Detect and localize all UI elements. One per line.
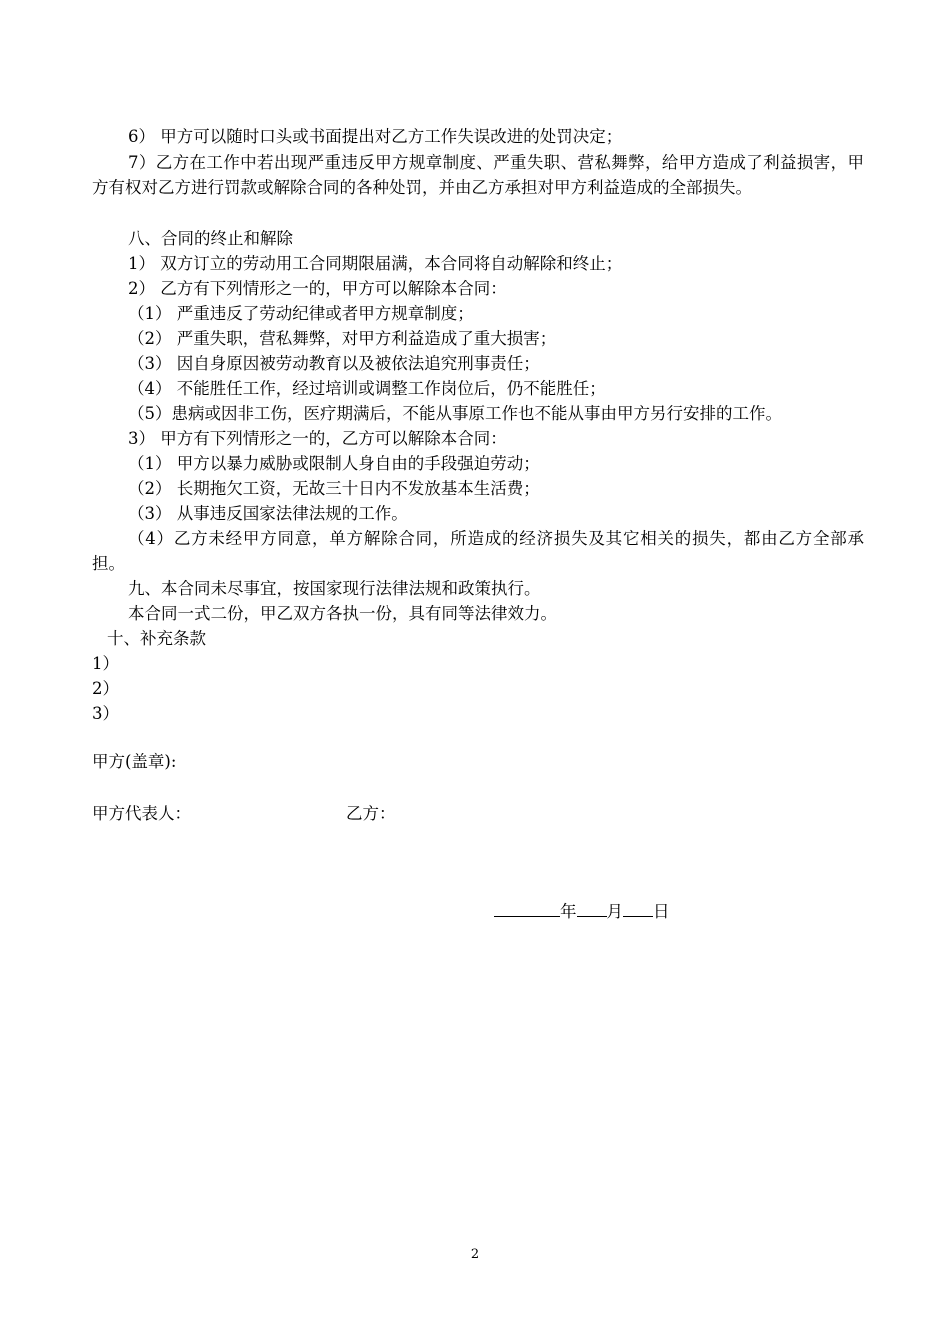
signing-date xyxy=(494,898,670,924)
clause-8-3-sub-3: （3） 从事违反国家法律法规的工作。 xyxy=(128,504,408,523)
clause-8-item-2: 2） 乙方有下列情形之一的，甲方可以解除本合同： xyxy=(128,279,507,298)
page-number: 2 xyxy=(470,1247,480,1262)
clause-8-3-sub-4: （4）乙方未经甲方同意，单方解除合同，所造成的经济损失及其它相关的损失，都由乙方全部承担。 xyxy=(92,529,864,573)
section-10-heading: 十、补充条款 xyxy=(107,629,206,648)
clause-8-3-sub-2: （2） 长期拖欠工资，无故三十日内不发放基本生活费； xyxy=(128,479,540,498)
day-blank xyxy=(623,898,653,917)
clause-8-item-1: 1） 双方订立的劳动用工合同期限届满，本合同将自动解除和终止； xyxy=(128,254,623,273)
supplementary-item-1: 1） xyxy=(92,654,119,673)
copies-clause: 本合同一式二份，甲乙双方各执一份，具有同等法律效力。 xyxy=(128,604,557,623)
clause-8-2-sub-2: （2） 严重失职，营私舞弊，对甲方利益造成了重大损害； xyxy=(128,329,557,348)
clause-7-item-7: 7）乙方在工作中若出现严重违反甲方规章制度、严重失职、营私舞弊，给甲方造成了利益损害，甲方有权对乙方进行罚款或解除合同的各种处罚，并由乙方承担对甲方利益造成的全部损失。 xyxy=(92,153,864,197)
clause-8-2-sub-3: （3） 因自身原因被劳动教育以及被依法追究刑事责任； xyxy=(128,354,540,373)
party-b-label: 乙方： xyxy=(346,804,396,823)
year-label: 年 xyxy=(560,902,577,921)
day-label: 日 xyxy=(653,902,670,921)
clause-8-item-3: 3） 甲方有下列情形之一的，乙方可以解除本合同： xyxy=(128,429,507,448)
supplementary-item-2: 2） xyxy=(92,679,119,698)
year-blank xyxy=(494,898,560,917)
clause-8-2-sub-5: （5）患病或因非工伤，医疗期满后，不能从事原工作也不能从事由甲方另行安排的工作。 xyxy=(128,404,782,423)
clause-8-3-sub-1: （1） 甲方以暴力威胁或限制人身自由的手段强迫劳动； xyxy=(128,454,540,473)
supplementary-item-3: 3） xyxy=(92,704,119,723)
month-blank xyxy=(577,898,607,917)
clause-8-2-sub-1: （1） 严重违反了劳动纪律或者甲方规章制度； xyxy=(128,304,474,323)
clause-7-item-6: 6） 甲方可以随时口头或书面提出对乙方工作失误改进的处罚决定； xyxy=(128,127,623,146)
section-9-heading: 九、本合同未尽事宜，按国家现行法律法规和政策执行。 xyxy=(128,579,541,598)
month-label: 月 xyxy=(606,902,623,921)
clause-8-2-sub-4: （4） 不能胜任工作，经过培训或调整工作岗位后，仍不能胜任； xyxy=(128,379,606,398)
party-a-seal-label: 甲方(盖章): xyxy=(92,752,177,771)
party-a-representative-label: 甲方代表人： xyxy=(92,804,191,823)
section-8-heading: 八、合同的终止和解除 xyxy=(128,229,293,248)
